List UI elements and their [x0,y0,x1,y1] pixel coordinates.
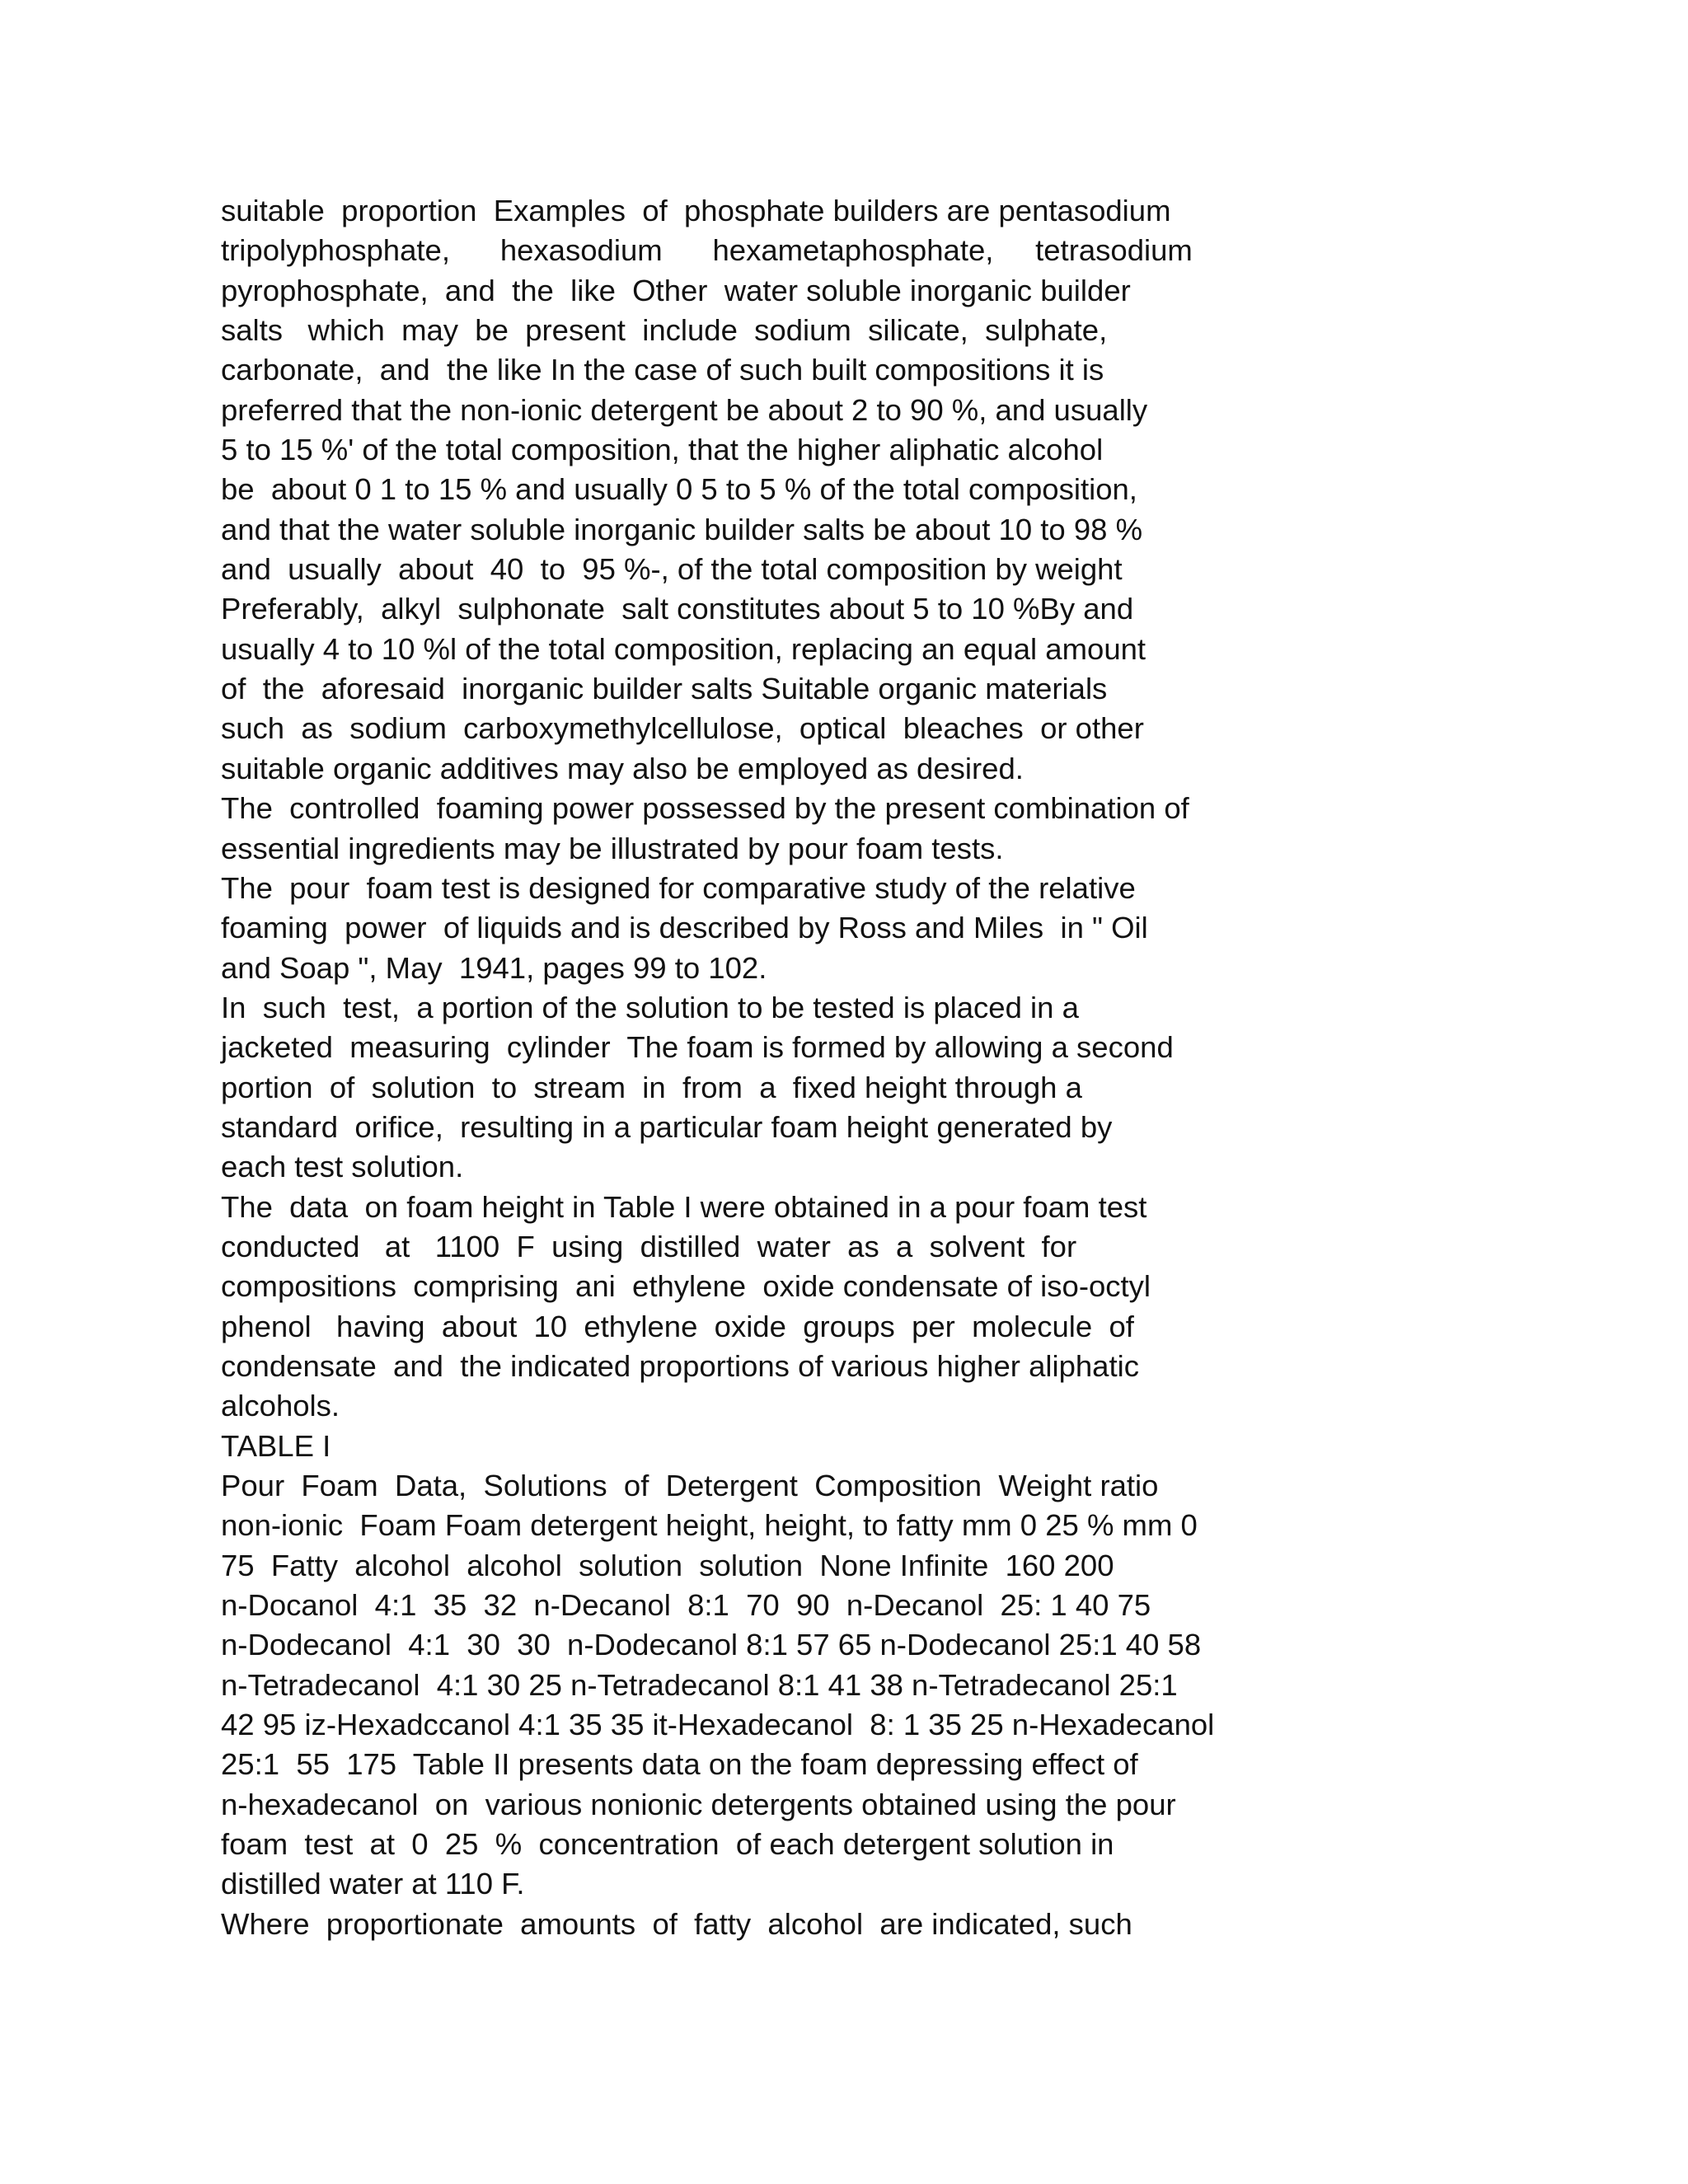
text-line: such as sodium carboxymethylcellulose, optical bleaches or other [221,711,1144,746]
text-line: salts which may be present include sodium silicate, sulphate, [221,313,1108,348]
text-line: Preferably, alkyl sulphonate salt constitutes about 5 to 10 %By and [221,592,1134,626]
text-line: carbonate, and the like In the case of such built compositions it is [221,353,1104,387]
text-line: n-Dodecanol 4:1 30 30 n-Dodecanol 8:1 57 65 n-Dodecanol 25:1 40 58 [221,1628,1202,1662]
text-line: The controlled foaming power possessed by the present combination of [221,791,1189,826]
text-line: pyrophosphate, and the like Other water soluble inorganic builder [221,273,1131,307]
text-line: and usually about 40 to 95 %-, of the total composition by weight [221,552,1123,587]
text-line: standard orifice, resulting in a particular foam height generated by [221,1109,1113,1144]
text-line: n-Tetradecanol 4:1 30 25 n-Tetradecanol 8:1 41 38 n-Tetradecanol 25:1 [221,1667,1178,1702]
text-line: portion of solution to stream in from a fixed height through a [221,1070,1082,1104]
text-line: and Soap ", May 1941, pages 99 to 102. [221,950,767,985]
text-line: The data on foam height in Table I were obtained in a pour foam test [221,1189,1147,1224]
text-line: 5 to 15 %' of the total composition, that the higher aliphatic alcohol [221,433,1104,467]
text-line: non-ionic Foam Foam detergent height, height, to fatty mm 0 25 % mm 0 [221,1508,1198,1543]
text-line: condensate and the indicated proportions of various higher aliphatic [221,1348,1139,1383]
text-line: of the aforesaid inorganic builder salts Suitable organic materials [221,672,1108,706]
text-line: suitable proportion Examples of phosphate builders are pentasodium [221,194,1171,227]
text-line: jacketed measuring cylinder The foam is formed by allowing a second [221,1030,1174,1065]
text-line: TABLE I [221,1428,331,1463]
text-line: distilled water at 110 F. [221,1867,525,1901]
text-line: conducted at 1100 F using distilled water as a solvent for [221,1229,1077,1263]
body-text [221,191,1226,1944]
text-line: and that the water soluble inorganic builder salts be about 10 to 98 % [221,512,1143,546]
text-line: essential ingredients may be illustrated by pour foam tests. [221,831,1004,865]
text-line: phenol having about 10 ethylene oxide groups per molecule of [221,1309,1134,1343]
text-line: foaming power of liquids and is described by Ross and Miles in " Oil [221,911,1148,945]
text-line: preferred that the non-ionic detergent be about 2 to 90 %, and usually [221,392,1148,427]
text-line: Pour Foam Data, Solutions of Detergent Composition Weight ratio [221,1469,1159,1502]
text-line: tripolyphosphate, hexasodium hexametaphosphate, tetrasodium [221,233,1193,268]
text-line: be about 0 1 to 15 % and usually 0 5 to 5 % of the total composition, [221,472,1137,507]
text-line: In such test, a portion of the solution to be tested is placed in a [221,990,1079,1024]
text-line: n-hexadecanol on various nonionic detergents obtained using the pour [221,1787,1176,1821]
text-line: alcohols. [221,1389,340,1423]
text-line: n-Docanol 4:1 35 32 n-Decanol 8:1 70 90 n-Decanol 25: 1 40 75 [221,1588,1151,1623]
text-line: The pour foam test is designed for comparative study of the relative [221,870,1136,905]
text-line: each test solution. [221,1150,464,1184]
text-line: 75 Fatty alcohol alcohol solution solution None Infinite 160 200 [221,1548,1114,1582]
text-line: Where proportionate amounts of fatty alcohol are indicated, such [221,1906,1132,1941]
text-line: 42 95 iz-Hexadccanol 4:1 35 35 it-Hexadecanol 8: 1 35 25 n-Hexadecanol [221,1708,1215,1742]
text-line: suitable organic additives may also be employed as desired. [221,751,1024,785]
text-line: compositions comprising ani ethylene oxide condensate of iso-octyl [221,1269,1151,1304]
text-line: foam test at 0 25 % concentration of each detergent solution in [221,1827,1114,1862]
text-line: usually 4 to 10 %l of the total composition, replacing an equal amount [221,631,1146,666]
text-line: 25:1 55 175 Table II presents data on the foam depressing effect of [221,1747,1138,1782]
